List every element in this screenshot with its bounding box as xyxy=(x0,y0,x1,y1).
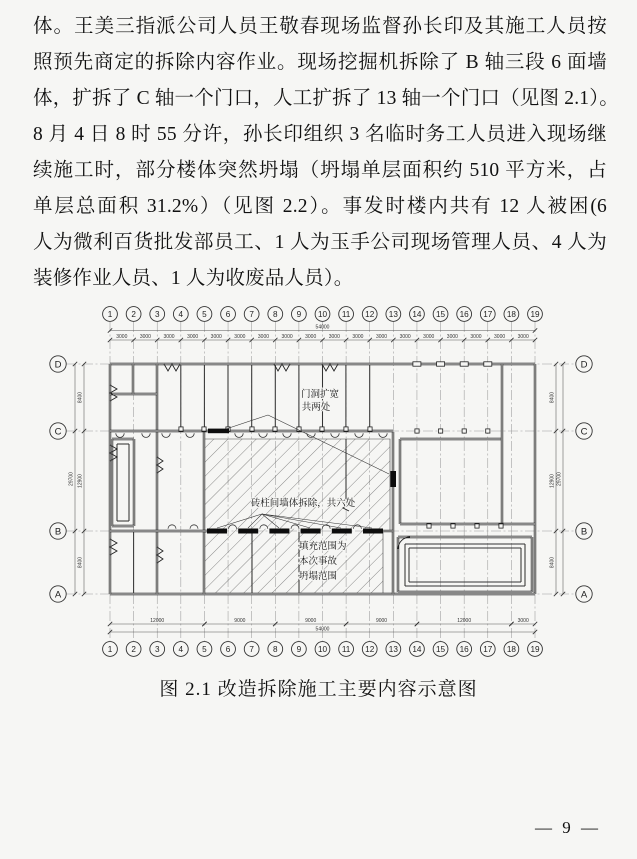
segment-dim: 9000 xyxy=(234,618,246,625)
bay-dim: 3000 xyxy=(494,334,506,341)
grid-bubble-label: 3 xyxy=(154,644,160,654)
bay-dim: 3000 xyxy=(163,334,175,341)
column-marker xyxy=(368,427,372,431)
segment-dim: 12000 xyxy=(150,618,165,625)
column-marker xyxy=(475,524,479,528)
segment-dim: 8400 xyxy=(549,391,556,404)
collapse-range-note: 填充范围为 xyxy=(299,542,347,552)
page-number: — 9 — xyxy=(535,818,601,837)
segment-dim: 9000 xyxy=(305,618,317,625)
grid-bubble-label: 11 xyxy=(341,309,351,319)
grid-bubble-label: 13 xyxy=(388,644,398,654)
grid-bubble-label: 12 xyxy=(365,644,375,654)
paragraph-line: 体。王美三指派公司人员王敬春现场监督孙长印及其施工人员按 xyxy=(33,16,607,37)
bay-dim: 3000 xyxy=(257,334,270,341)
row-bubble-label: B xyxy=(54,526,62,538)
segment-dim: 12900 xyxy=(549,474,556,488)
door-symbol xyxy=(398,537,410,549)
door-arc xyxy=(116,433,124,437)
bay-dim: 3000 xyxy=(281,334,293,341)
column-marker xyxy=(415,429,419,433)
door-arc xyxy=(168,525,176,529)
grid-bubble-label: 4 xyxy=(178,309,184,319)
grid-bubble-label: 14 xyxy=(412,309,422,319)
paragraph-line: 人为微利百货批发部员工、1 人为玉手公司现场管理人员、4 人为 xyxy=(33,232,607,253)
grid-bubble-label: 16 xyxy=(459,644,469,654)
bay-dim: 3000 xyxy=(328,334,340,341)
grid-bubble-label: 16 xyxy=(459,309,469,319)
door-widening-note: 门洞扩宽 xyxy=(300,390,340,400)
segment-dim: 8400 xyxy=(77,556,84,569)
paragraph-line: 体，扩拆了 C 轴一个门口，人工扩拆了 13 轴一个门口（见图 2.1）。 xyxy=(33,88,619,109)
bay-dim: 3000 xyxy=(210,334,222,341)
column-marker xyxy=(484,362,492,366)
column-marker xyxy=(344,427,348,431)
grid-bubble-label: 1 xyxy=(107,309,113,319)
demolished-wall-bar xyxy=(269,529,289,534)
demolished-wall-bar xyxy=(363,529,383,534)
bay-dim: 3000 xyxy=(116,334,128,341)
wall-demolition-note: 砖柱间墙体拆除，共六处 xyxy=(250,499,356,509)
grid-bubble-label: 18 xyxy=(506,309,516,319)
grid-bubble-label: 10 xyxy=(317,644,328,654)
segment-dim: 8400 xyxy=(549,556,556,569)
bay-dim: 3000 xyxy=(423,334,435,341)
paragraph-line: 8 月 4 日 8 时 55 分许，孙长印组织 3 名临时务工人员进入现场继 xyxy=(33,124,607,145)
grid-bubble-label: 9 xyxy=(296,309,302,319)
floor-plan-figure xyxy=(0,299,637,701)
column-marker xyxy=(297,427,301,431)
grid-bubble-label: 18 xyxy=(506,644,516,654)
floor-plan-svg xyxy=(0,299,637,671)
grid-bubble-label: 7 xyxy=(249,309,254,319)
row-bubble-label: D xyxy=(54,359,62,371)
grid-bubble-label: 10 xyxy=(317,309,328,319)
figure-caption: 图 2.1 改造拆除施工主要内容示意图 xyxy=(159,679,478,700)
column-marker xyxy=(413,362,421,366)
row-bubble-label: D xyxy=(580,359,588,371)
grid-bubble-label: 15 xyxy=(435,309,446,319)
grid-bubble-label: 5 xyxy=(202,309,207,319)
door-arc xyxy=(162,433,170,437)
door-arc xyxy=(142,433,150,437)
bay-dim: 3000 xyxy=(399,334,411,341)
grid-bubble-label: 19 xyxy=(530,644,540,654)
grid-bubble-label: 19 xyxy=(530,309,540,319)
grid-bubble-label: 3 xyxy=(154,309,160,319)
grid-bubble-label: 15 xyxy=(435,644,446,654)
door-arc xyxy=(235,433,243,437)
grid-bubble-label: 14 xyxy=(412,644,422,654)
grid-bubble-label: 6 xyxy=(225,644,231,654)
grid-bubble-label: 5 xyxy=(202,644,207,654)
total-width-dim: 54000 xyxy=(315,324,330,331)
grid-bubble-label: 6 xyxy=(225,309,231,319)
door-arc xyxy=(259,433,267,437)
grid-bubble-label: 1 xyxy=(107,644,113,654)
door-arc xyxy=(355,433,363,437)
grid-bubble-label: 7 xyxy=(249,644,254,654)
row-bubble-label: A xyxy=(580,589,588,601)
total-height-dim: 29700 xyxy=(556,472,563,486)
bay-dim: 3000 xyxy=(470,334,482,341)
demolished-wall-bar xyxy=(390,471,396,487)
demolished-wall-bar xyxy=(301,529,321,534)
collapse-range-note: 坍塌范围 xyxy=(299,572,338,582)
bay-dim: 3000 xyxy=(375,334,388,341)
row-bubble-label: A xyxy=(54,589,62,601)
grid-bubble-label: 8 xyxy=(272,309,278,319)
bay-dim: 3000 xyxy=(187,334,199,341)
grid-bubble-label: 2 xyxy=(131,309,136,319)
grid-bubble-label: 8 xyxy=(272,644,278,654)
paragraph-line: 续施工时，部分楼体突然坍塌（坍塌单层面积约 510 平方米，占 xyxy=(33,160,607,181)
row-bubble-label: B xyxy=(580,526,588,538)
column-marker xyxy=(437,362,445,366)
demolished-wall-bar xyxy=(208,429,229,434)
row-bubble-label: C xyxy=(580,426,588,438)
body-text xyxy=(0,0,637,297)
segment-dim: 3000 xyxy=(517,618,529,625)
door-arc xyxy=(190,525,198,529)
grid-bubble-label: 4 xyxy=(178,644,184,654)
paragraph-line: 单层总面积 31.2%）（见图 2.2）。事发时楼内共有 12 人被困(6 xyxy=(33,196,607,217)
bay-dim: 3000 xyxy=(517,334,529,341)
grid-bubble-label: 9 xyxy=(296,644,302,654)
bay-dim: 3000 xyxy=(305,334,317,341)
column-marker xyxy=(439,429,443,433)
bay-dim: 3000 xyxy=(234,334,246,341)
grid-bubble-label: 12 xyxy=(365,309,375,319)
bay-dim: 3000 xyxy=(446,334,458,341)
column-marker xyxy=(250,427,254,431)
paragraph-line: 照预先商定的拆除内容作业。现场挖掘机拆除了 B 轴三段 6 面墙 xyxy=(33,52,607,73)
bay-dim: 3000 xyxy=(139,334,151,341)
total-width-dim: 54000 xyxy=(315,626,330,633)
column-marker xyxy=(460,362,468,366)
segment-dim: 12000 xyxy=(457,618,472,625)
grid-bubble-label: 13 xyxy=(388,309,398,319)
grid-bubble-label: 17 xyxy=(483,644,493,654)
column-marker xyxy=(273,427,277,431)
grid-bubble-label: 11 xyxy=(341,644,351,654)
door-arc xyxy=(331,433,339,437)
grid-bubble-label: 2 xyxy=(131,644,136,654)
door-widening-note: 共两处 xyxy=(301,403,331,413)
column-marker xyxy=(486,429,490,433)
demolished-wall-bar xyxy=(207,529,227,534)
door-arc xyxy=(379,433,387,437)
collapse-hatch-region xyxy=(204,439,390,594)
total-height-dim: 29700 xyxy=(68,472,75,486)
column-marker xyxy=(320,427,324,431)
segment-dim: 9000 xyxy=(375,618,388,625)
door-arc xyxy=(186,433,194,437)
paragraph-line: 装修作业人员、1 人为收废品人员）。 xyxy=(33,268,354,289)
door-arc xyxy=(283,433,291,437)
column-marker xyxy=(462,429,466,433)
segment-dim: 12900 xyxy=(77,474,84,488)
column-marker xyxy=(499,524,503,528)
demolished-wall-bar xyxy=(332,529,352,534)
row-bubble-label: C xyxy=(54,426,62,438)
collapse-range-note: 本次事故 xyxy=(299,557,338,567)
column-marker xyxy=(427,524,431,528)
door-arc xyxy=(307,433,315,437)
grid-bubble-label: 17 xyxy=(483,309,493,319)
bay-dim: 3000 xyxy=(352,334,364,341)
demolished-wall-bar xyxy=(238,529,258,534)
column-marker xyxy=(451,524,455,528)
segment-dim: 8400 xyxy=(77,391,84,404)
column-marker xyxy=(202,427,206,431)
column-marker xyxy=(179,427,183,431)
